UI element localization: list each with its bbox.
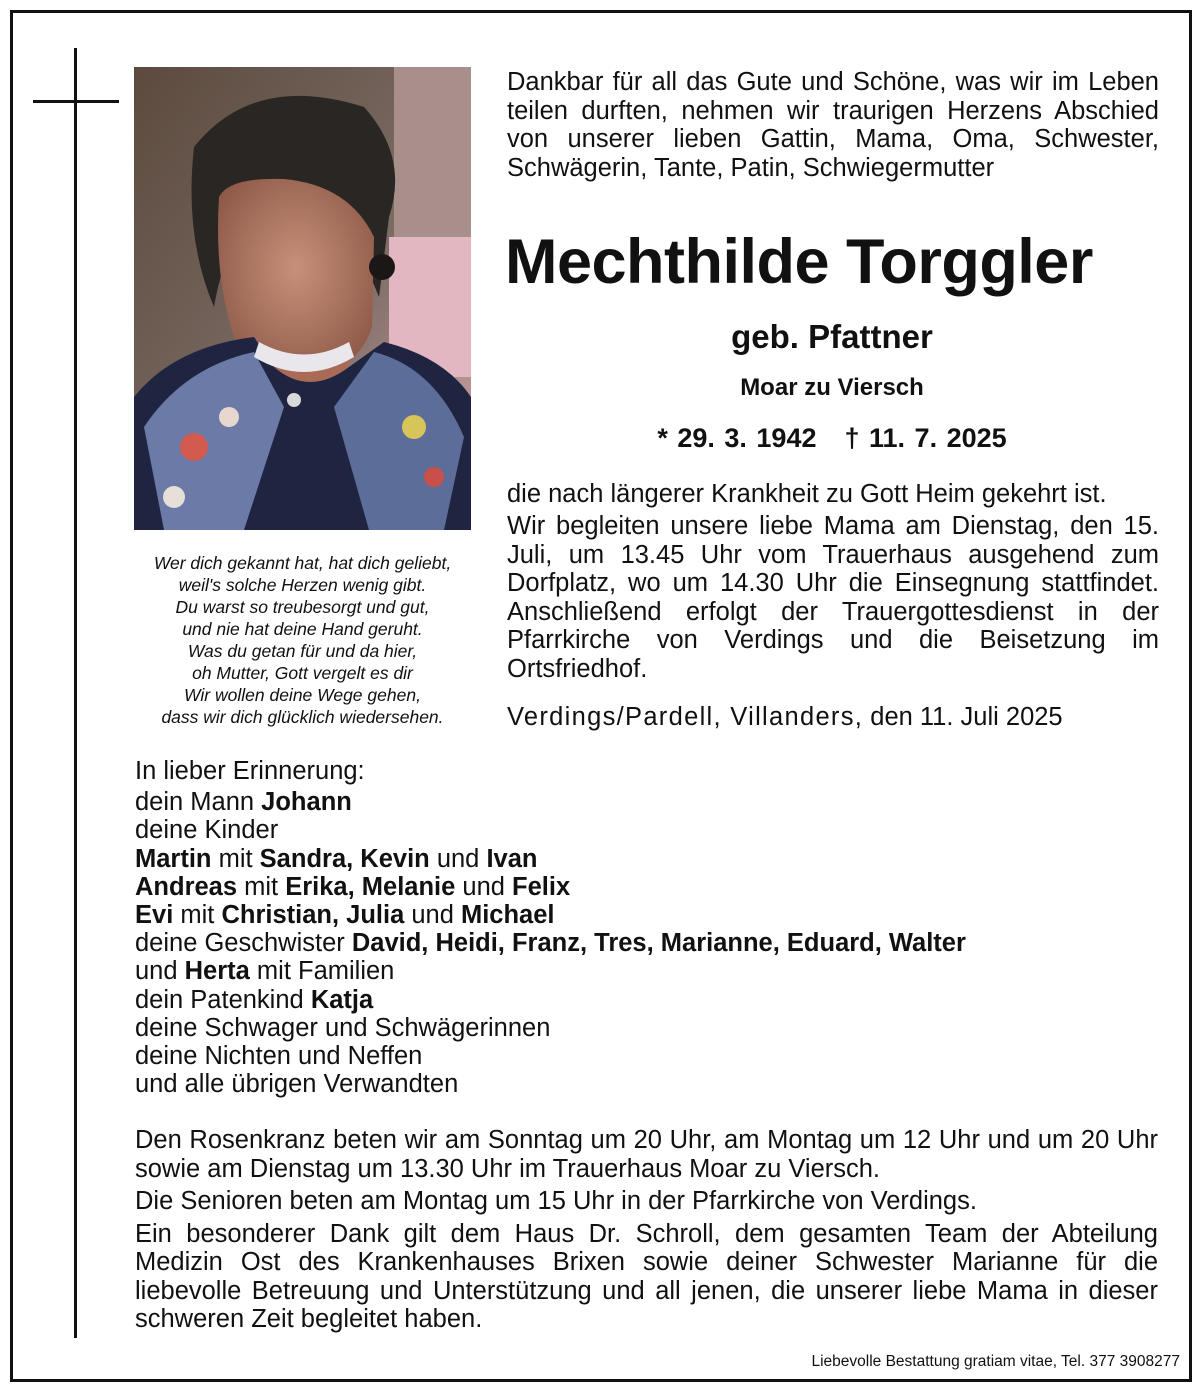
death-date: † 11. 7. 2025 bbox=[844, 423, 1007, 453]
family-line: dein Patenkind Katja bbox=[135, 985, 374, 1014]
life-dates bbox=[507, 423, 1157, 454]
family-list bbox=[135, 757, 1155, 1098]
thanks-note: Ein besonderer Dank gilt dem Haus Dr. Schroll, dem gesamten Team der Abteilung Medizin Ost des Krankenhauses Brixen sowie deiner Schwester Marianne für die liebevolle Betreuung und Unterstützung und all jenen, die unserer liebe Mama in dieser schweren Zeit begleitet haben. bbox=[135, 1219, 1158, 1333]
poem-line: weil's solche Herzen wenig gibt. bbox=[178, 575, 427, 595]
family-line: und alle übrigen Verwandten bbox=[135, 1070, 459, 1099]
birth-date: * 29. 3. 1942 bbox=[657, 423, 817, 453]
family-line: deine Geschwister David, Heidi, Franz, Tres, Marianne, Eduard, Walter bbox=[135, 929, 966, 958]
funeral-text: Wir begleiten unsere liebe Mama am Dienstag, den 15. Juli, um 13.45 Uhr vom Trauerhaus ausgehend zum Dorfplatz, wo um 14.30 Uhr die Einsegnung stattfindet. Anschließend erfolgt der Trauergottesdienst in der Pfarrkirche von Verdings und die Beisetzung im Ortsfriedhof. bbox=[507, 512, 1159, 683]
death-note: die nach längerer Krankheit zu Gott Heim gekehrt ist. bbox=[507, 480, 1107, 508]
funeral-home-footer: Liebevolle Bestattung gratiam vitae, Tel. 377 3908277 bbox=[811, 1353, 1180, 1370]
poem-line: dass wir dich glücklich wiedersehen. bbox=[161, 707, 444, 727]
family-line: deine Nichten und Neffen bbox=[135, 1042, 423, 1071]
poem-line: und nie hat deine Hand geruht. bbox=[182, 619, 423, 639]
cross-icon-bar bbox=[33, 100, 119, 103]
family-line: Martin mit Sandra, Kevin und Ivan bbox=[135, 844, 538, 873]
family-line: deine Kinder bbox=[135, 816, 279, 845]
place: Verdings/Pardell, Villanders, bbox=[507, 703, 864, 731]
family-heading: In lieber Erinnerung: bbox=[135, 757, 365, 785]
seniors-note: Die Senioren beten am Montag um 15 Uhr in der Pfarrkirche von Verdings. bbox=[135, 1187, 977, 1215]
poem-line: Du warst so treubesorgt und gut, bbox=[175, 597, 430, 617]
poem-line: Was du getan für und da hier, bbox=[187, 641, 418, 661]
family-line: Andreas mit Erika, Melanie und Felix bbox=[135, 872, 571, 901]
family-line: dein Mann Johann bbox=[135, 788, 352, 817]
notes-section bbox=[135, 1126, 1158, 1338]
intro-text: Dankbar für all das Gute und Schöne, was wir im Leben teilen durften, nehmen wir traurigen Herzens Abschied von unserer lieben Gattin, Mama, Oma, Schwester, Schwägerin, Tante, Patin, Schwiegermutter bbox=[507, 68, 1159, 182]
date: den 11. Juli 2025 bbox=[870, 703, 1063, 731]
family-line: und Herta mit Familien bbox=[135, 957, 395, 986]
poem-line: Wir wollen deine Wege gehen, bbox=[184, 685, 421, 705]
rosary-note: Den Rosenkranz beten wir am Sonntag um 20 Uhr, am Montag um 12 Uhr und um 20 Uhr sowie am Dienstag um 13.30 Uhr im Trauerhaus Moar zu Viersch. bbox=[135, 1126, 1158, 1183]
place-date bbox=[507, 703, 1167, 732]
farm-name: Moar zu Viersch bbox=[740, 374, 924, 401]
family-line: deine Schwager und Schwägerinnen bbox=[135, 1013, 551, 1042]
poem-line: Wer dich gekannt hat, hat dich geliebt, bbox=[153, 553, 452, 573]
portrait-photo bbox=[134, 67, 471, 530]
birth-name: geb. Pfattner bbox=[731, 318, 933, 355]
poem bbox=[120, 552, 485, 728]
family-line: Evi mit Christian, Julia und Michael bbox=[135, 901, 555, 930]
cross-icon bbox=[74, 48, 77, 1338]
poem-line: oh Mutter, Gott vergelt es dir bbox=[192, 663, 413, 683]
deceased-name: Mechthilde Torggler bbox=[505, 227, 1093, 297]
